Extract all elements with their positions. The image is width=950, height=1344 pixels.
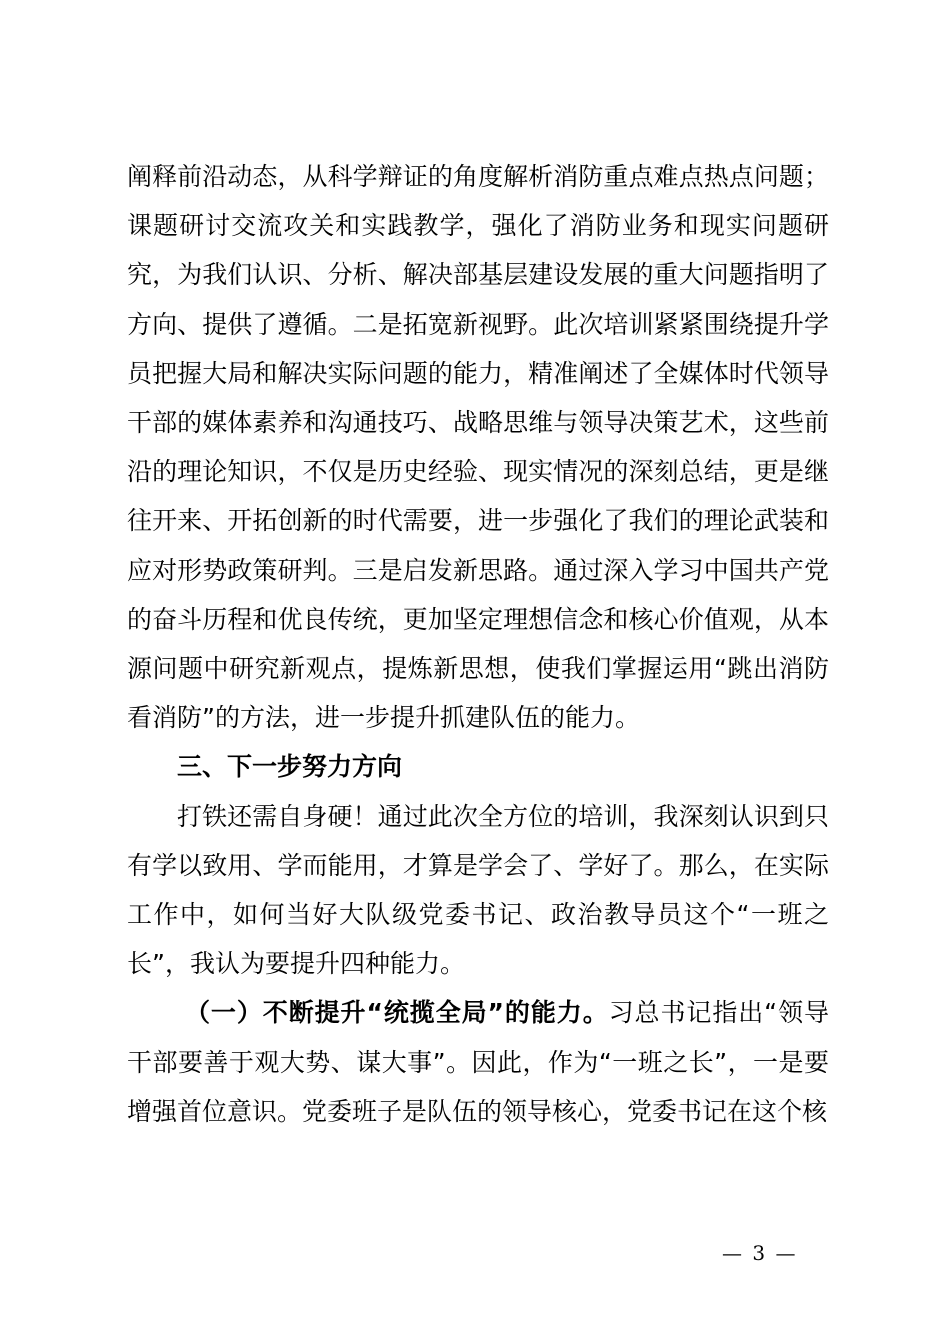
paragraph-overall-ability <box>127 988 829 1136</box>
paragraph-self-improvement: 打铁还需自身硬！通过此次全方位的培训，我深刻认识到只有学以致用、学而能用，才算是学会了、学好了。那么，在实际工作中，如何当好大队级党委书记、政治教导员这个“一班之长”，我认为要提升四种能力。 <box>127 801 829 979</box>
page-number: — 3 — <box>722 1241 798 1265</box>
section-heading-next-steps: 三、下一步努力方向 <box>177 752 403 782</box>
subheading-overall-ability: （一）不断提升“统揽全局”的能力。 <box>185 998 609 1028</box>
paragraph-training-results: 阐释前沿动态，从科学辩证的角度解析消防重点难点热点问题；课题研讨交流攻关和实践教学，强化了消防业务和现实问题研究，为我们认识、分析、解决部基层建设发展的重大问题指明了方向、提供了遵循。二是拓宽新视野。此次培训紧紧围绕提升学员把握大局和解决实际问题的能力，精准阐述了全媒体时代领导干部的媒体素养和沟通技巧、战略思维与领导决策艺术，这些前沿的理论知识，不仅是历史经验、现实情况的深刻总结，更是继往开来、开拓创新的时代需要，进一步强化了我们的理论武装和应对形势政策研判。三是启发新思路。通过深入学习中国共产党的奋斗历程和优良传统，更加坚定理想信念和核心价值观，从本源问题中研究新观点，提炼新思想，使我们掌握运用“跳出消防看消防”的方法，进一步提升抓建队伍的能力。 <box>127 162 829 733</box>
document-body <box>127 152 829 1136</box>
paragraph-overall-ability-text: 习总书记指出“领导干部要善于观大势、谋大事”。因此，作为“一班之长”，一是要增强首位意识。党委班子是队伍的领导核心，党委书记在这个核 <box>127 998 829 1126</box>
